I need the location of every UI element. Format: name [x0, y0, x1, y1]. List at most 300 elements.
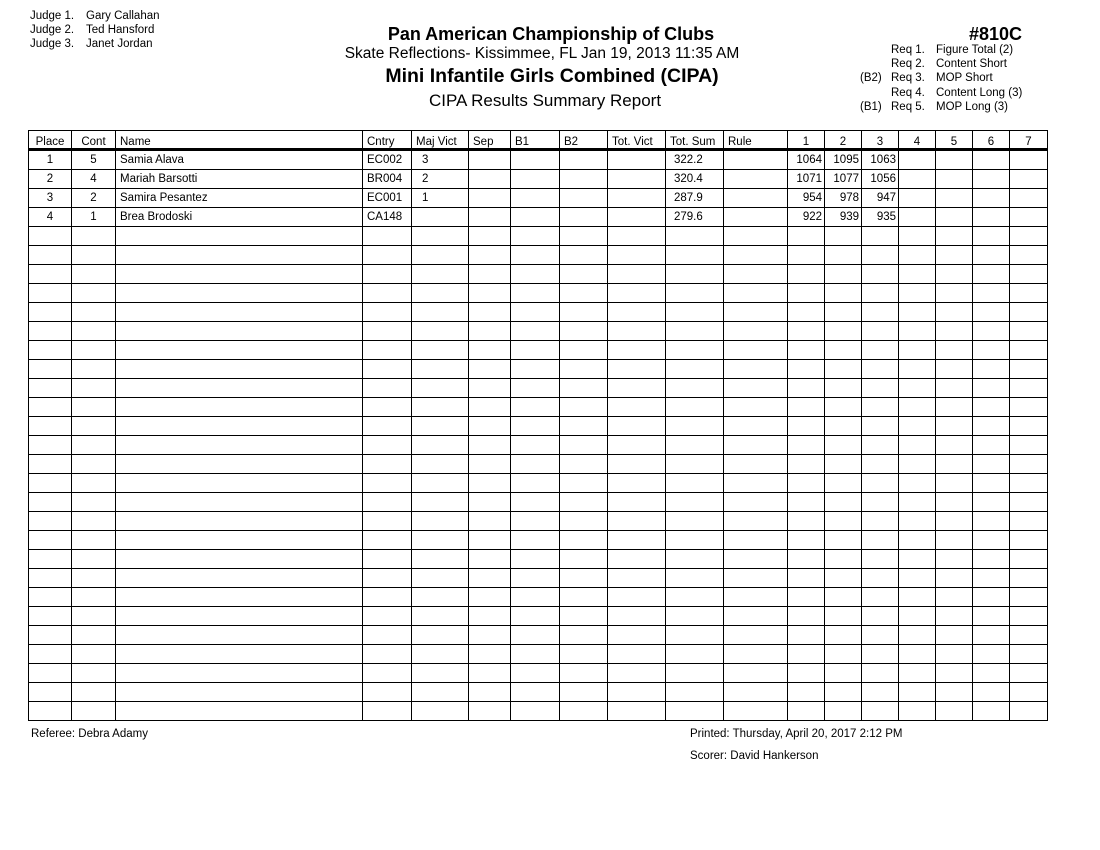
table-cell [469, 379, 511, 398]
column-header: B2 [560, 131, 608, 150]
table-cell: Samia Alava [116, 150, 363, 170]
table-cell [608, 531, 666, 550]
table-cell [72, 474, 116, 493]
table-row [29, 474, 1048, 493]
table-cell [788, 417, 825, 436]
table-cell [862, 379, 899, 398]
table-cell [899, 398, 936, 417]
table-cell [72, 379, 116, 398]
table-cell [469, 341, 511, 360]
table-cell [899, 189, 936, 208]
table-cell: Samira Pesantez [116, 189, 363, 208]
table-cell [825, 265, 862, 284]
table-cell [412, 436, 469, 455]
table-cell [724, 189, 788, 208]
table-cell [116, 417, 363, 436]
table-cell [1010, 569, 1048, 588]
table-cell [116, 569, 363, 588]
table-cell [412, 227, 469, 246]
table-cell [560, 322, 608, 341]
table-cell [511, 493, 560, 512]
table-cell [412, 341, 469, 360]
table-cell [29, 227, 72, 246]
table-cell [511, 379, 560, 398]
table-cell [72, 626, 116, 645]
table-cell [560, 341, 608, 360]
table-cell [363, 607, 412, 626]
table-cell [862, 398, 899, 417]
table-cell [412, 246, 469, 265]
table-cell [363, 569, 412, 588]
table-cell [1010, 360, 1048, 379]
table-cell [363, 379, 412, 398]
table-cell [469, 702, 511, 721]
table-cell [936, 702, 973, 721]
table-cell [72, 417, 116, 436]
table-cell [936, 607, 973, 626]
table-cell [363, 664, 412, 683]
table-cell [412, 683, 469, 702]
scorer-label: Scorer: David Hankerson [690, 750, 819, 762]
table-cell [788, 588, 825, 607]
table-cell [608, 208, 666, 227]
table-cell [511, 645, 560, 664]
table-cell [511, 284, 560, 303]
table-cell [862, 436, 899, 455]
table-cell [608, 303, 666, 322]
table-cell [560, 360, 608, 379]
table-cell [469, 360, 511, 379]
table-cell [666, 322, 724, 341]
table-cell [724, 322, 788, 341]
table-cell: 1077 [825, 170, 862, 189]
table-cell [788, 607, 825, 626]
table-cell [412, 379, 469, 398]
table-cell [608, 512, 666, 531]
table-cell [469, 531, 511, 550]
table-cell [973, 417, 1010, 436]
table-row [29, 322, 1048, 341]
table-cell [788, 569, 825, 588]
table-cell [825, 284, 862, 303]
table-cell [936, 265, 973, 284]
table-cell [899, 531, 936, 550]
table-row [29, 227, 1048, 246]
table-cell [608, 284, 666, 303]
table-cell [825, 531, 862, 550]
table-cell [29, 303, 72, 322]
table-cell [72, 702, 116, 721]
table-cell [973, 645, 1010, 664]
table-cell [412, 512, 469, 531]
table-cell [973, 588, 1010, 607]
table-cell: 2 [72, 189, 116, 208]
event-title: Mini Infantile Girls Combined (CIPA) [385, 65, 719, 87]
table-cell [825, 607, 862, 626]
table-cell: 935 [862, 208, 899, 227]
table-cell [511, 569, 560, 588]
table-cell [363, 265, 412, 284]
table-cell [862, 664, 899, 683]
requirements-list [860, 43, 1022, 114]
table-cell [666, 284, 724, 303]
table-cell [788, 531, 825, 550]
table-cell: 1095 [825, 150, 862, 170]
table-cell [72, 436, 116, 455]
table-cell [936, 436, 973, 455]
table-cell [511, 702, 560, 721]
table-cell [936, 512, 973, 531]
judge-line: Judge 1. Gary Callahan [30, 10, 160, 22]
table-cell [862, 265, 899, 284]
table-cell [511, 227, 560, 246]
table-cell [72, 322, 116, 341]
table-cell [825, 645, 862, 664]
table-cell [973, 626, 1010, 645]
table-cell [666, 664, 724, 683]
table-cell [973, 322, 1010, 341]
table-cell [608, 645, 666, 664]
table-cell [608, 398, 666, 417]
table-cell [412, 208, 469, 227]
table-cell [1010, 607, 1048, 626]
table-cell [936, 360, 973, 379]
table-cell [511, 417, 560, 436]
table-cell [608, 265, 666, 284]
table-cell [724, 531, 788, 550]
table-cell [608, 664, 666, 683]
table-cell [666, 702, 724, 721]
table-cell [899, 417, 936, 436]
table-cell: 4 [72, 170, 116, 189]
table-cell [116, 607, 363, 626]
table-cell [1010, 398, 1048, 417]
table-cell [608, 246, 666, 265]
table-cell [666, 341, 724, 360]
table-cell [608, 322, 666, 341]
table-cell [899, 512, 936, 531]
table-cell [666, 493, 724, 512]
table-cell [560, 227, 608, 246]
table-cell [862, 626, 899, 645]
table-cell [724, 588, 788, 607]
table-cell: 320.4 [666, 170, 724, 189]
table-cell [973, 436, 1010, 455]
table-cell: 5 [72, 150, 116, 170]
table-cell [363, 493, 412, 512]
table-row [29, 493, 1048, 512]
table-cell [608, 474, 666, 493]
table-cell [469, 170, 511, 189]
table-cell [469, 683, 511, 702]
table-cell [469, 588, 511, 607]
table-cell [899, 246, 936, 265]
table-cell [511, 265, 560, 284]
table-cell [973, 550, 1010, 569]
column-header: 3 [862, 131, 899, 150]
requirement-line: Req 2. Content Short [891, 58, 1007, 71]
table-cell [1010, 550, 1048, 569]
table-cell [469, 569, 511, 588]
table-cell [560, 436, 608, 455]
table-cell [973, 455, 1010, 474]
table-cell [363, 303, 412, 322]
table-cell [666, 550, 724, 569]
column-header: Place [29, 131, 72, 150]
table-cell [936, 550, 973, 569]
table-cell [560, 664, 608, 683]
table-cell [116, 246, 363, 265]
table-cell [1010, 322, 1048, 341]
table-cell [936, 246, 973, 265]
table-cell [724, 265, 788, 284]
requirement-line: (B2) Req 3. MOP Short [860, 72, 993, 85]
table-cell [29, 607, 72, 626]
requirement-line: Req 1. Figure Total (2) [891, 44, 1014, 56]
table-cell [936, 474, 973, 493]
table-cell: 3 [412, 150, 469, 170]
table-cell [973, 303, 1010, 322]
table-cell [1010, 170, 1048, 189]
table-cell [608, 379, 666, 398]
table-cell [973, 189, 1010, 208]
table-cell [469, 398, 511, 417]
table-cell [29, 512, 72, 531]
table-cell [560, 265, 608, 284]
table-cell [825, 455, 862, 474]
table-cell [825, 360, 862, 379]
table-cell: EC002 [363, 150, 412, 170]
table-cell [29, 588, 72, 607]
table-cell [788, 664, 825, 683]
table-cell [1010, 512, 1048, 531]
table-cell [363, 512, 412, 531]
table-cell [724, 550, 788, 569]
table-cell [899, 550, 936, 569]
table-cell [1010, 626, 1048, 645]
table-cell [72, 227, 116, 246]
column-header: Rule [724, 131, 788, 150]
table-row [29, 170, 1048, 189]
table-cell [29, 265, 72, 284]
table-cell [608, 227, 666, 246]
table-cell [973, 493, 1010, 512]
results-table [28, 130, 1048, 721]
table-cell [560, 512, 608, 531]
table-row [29, 303, 1048, 322]
table-cell [116, 664, 363, 683]
table-cell [511, 398, 560, 417]
table-cell [666, 645, 724, 664]
table-cell [724, 398, 788, 417]
table-cell [825, 626, 862, 645]
table-row [29, 569, 1048, 588]
table-cell [973, 150, 1010, 170]
table-cell [899, 265, 936, 284]
table-cell [666, 436, 724, 455]
table-cell [724, 702, 788, 721]
table-cell [29, 322, 72, 341]
table-cell [72, 531, 116, 550]
table-row [29, 246, 1048, 265]
table-cell [862, 607, 899, 626]
table-cell [862, 493, 899, 512]
table-cell [899, 569, 936, 588]
table-cell [560, 417, 608, 436]
table-cell: 2 [412, 170, 469, 189]
table-cell [363, 683, 412, 702]
column-header: 2 [825, 131, 862, 150]
table-cell [72, 284, 116, 303]
table-cell [973, 379, 1010, 398]
table-cell [788, 303, 825, 322]
table-cell [973, 664, 1010, 683]
table-cell [666, 303, 724, 322]
table-cell [862, 303, 899, 322]
table-cell [1010, 208, 1048, 227]
table-cell [511, 531, 560, 550]
table-cell [412, 607, 469, 626]
table-cell [825, 569, 862, 588]
table-cell [899, 360, 936, 379]
table-cell [825, 341, 862, 360]
table-cell [899, 474, 936, 493]
table-row [29, 588, 1048, 607]
table-cell [666, 360, 724, 379]
table-cell: 947 [862, 189, 899, 208]
table-row [29, 284, 1048, 303]
table-cell [72, 550, 116, 569]
column-header: 5 [936, 131, 973, 150]
column-header: Tot. Sum [666, 131, 724, 150]
table-cell [608, 683, 666, 702]
table-cell [608, 150, 666, 170]
table-cell [29, 626, 72, 645]
table-cell [469, 265, 511, 284]
table-cell [788, 512, 825, 531]
table-cell [116, 379, 363, 398]
table-cell [666, 512, 724, 531]
table-cell [29, 379, 72, 398]
table-cell [29, 246, 72, 265]
table-cell [666, 417, 724, 436]
table-cell [788, 455, 825, 474]
table-cell [72, 664, 116, 683]
table-cell [469, 626, 511, 645]
table-cell [862, 246, 899, 265]
table-cell [1010, 150, 1048, 170]
table-cell [560, 569, 608, 588]
table-cell [469, 436, 511, 455]
table-cell [788, 683, 825, 702]
table-cell [511, 170, 560, 189]
table-cell [862, 550, 899, 569]
table-cell [560, 588, 608, 607]
table-cell [608, 607, 666, 626]
table-cell: 2 [29, 170, 72, 189]
table-cell [116, 588, 363, 607]
table-cell [936, 645, 973, 664]
table-cell [788, 474, 825, 493]
referee-label: Referee: Debra Adamy [31, 728, 148, 740]
table-cell [899, 436, 936, 455]
table-cell [862, 683, 899, 702]
table-cell [608, 436, 666, 455]
table-cell [862, 645, 899, 664]
table-cell [412, 493, 469, 512]
table-cell [412, 455, 469, 474]
table-cell [862, 360, 899, 379]
table-cell [363, 436, 412, 455]
table-cell [936, 455, 973, 474]
table-cell [936, 683, 973, 702]
table-cell [899, 493, 936, 512]
table-cell [608, 588, 666, 607]
table-cell [412, 284, 469, 303]
table-cell [116, 284, 363, 303]
table-cell [724, 360, 788, 379]
table-cell [1010, 455, 1048, 474]
table-cell [825, 246, 862, 265]
table-cell [363, 626, 412, 645]
table-cell [936, 303, 973, 322]
table-cell [72, 265, 116, 284]
table-cell [116, 455, 363, 474]
table-cell [724, 227, 788, 246]
table-cell [936, 227, 973, 246]
table-cell [899, 303, 936, 322]
table-cell [511, 208, 560, 227]
table-cell [116, 303, 363, 322]
table-cell [511, 607, 560, 626]
table-cell [469, 512, 511, 531]
table-row [29, 360, 1048, 379]
table-cell [788, 550, 825, 569]
table-cell [899, 208, 936, 227]
table-cell [363, 246, 412, 265]
table-cell [666, 626, 724, 645]
table-cell [1010, 341, 1048, 360]
table-cell [116, 322, 363, 341]
table-cell [560, 246, 608, 265]
table-body [29, 150, 1048, 721]
table-cell: 1 [412, 189, 469, 208]
table-cell: CA148 [363, 208, 412, 227]
table-cell [29, 493, 72, 512]
table-cell [973, 474, 1010, 493]
table-cell [363, 417, 412, 436]
table-row [29, 455, 1048, 474]
table-cell [936, 341, 973, 360]
table-cell [412, 265, 469, 284]
table-cell: 322.2 [666, 150, 724, 170]
table-cell [469, 550, 511, 569]
table-cell [72, 493, 116, 512]
table-cell [724, 626, 788, 645]
table-cell [899, 702, 936, 721]
table-cell: 287.9 [666, 189, 724, 208]
table-cell [788, 360, 825, 379]
table-cell [116, 360, 363, 379]
table-cell: EC001 [363, 189, 412, 208]
table-cell [724, 246, 788, 265]
table-cell [936, 284, 973, 303]
event-code: #810C [968, 24, 1022, 44]
table-cell [412, 322, 469, 341]
table-cell [560, 398, 608, 417]
table-cell [412, 626, 469, 645]
table-cell [608, 702, 666, 721]
